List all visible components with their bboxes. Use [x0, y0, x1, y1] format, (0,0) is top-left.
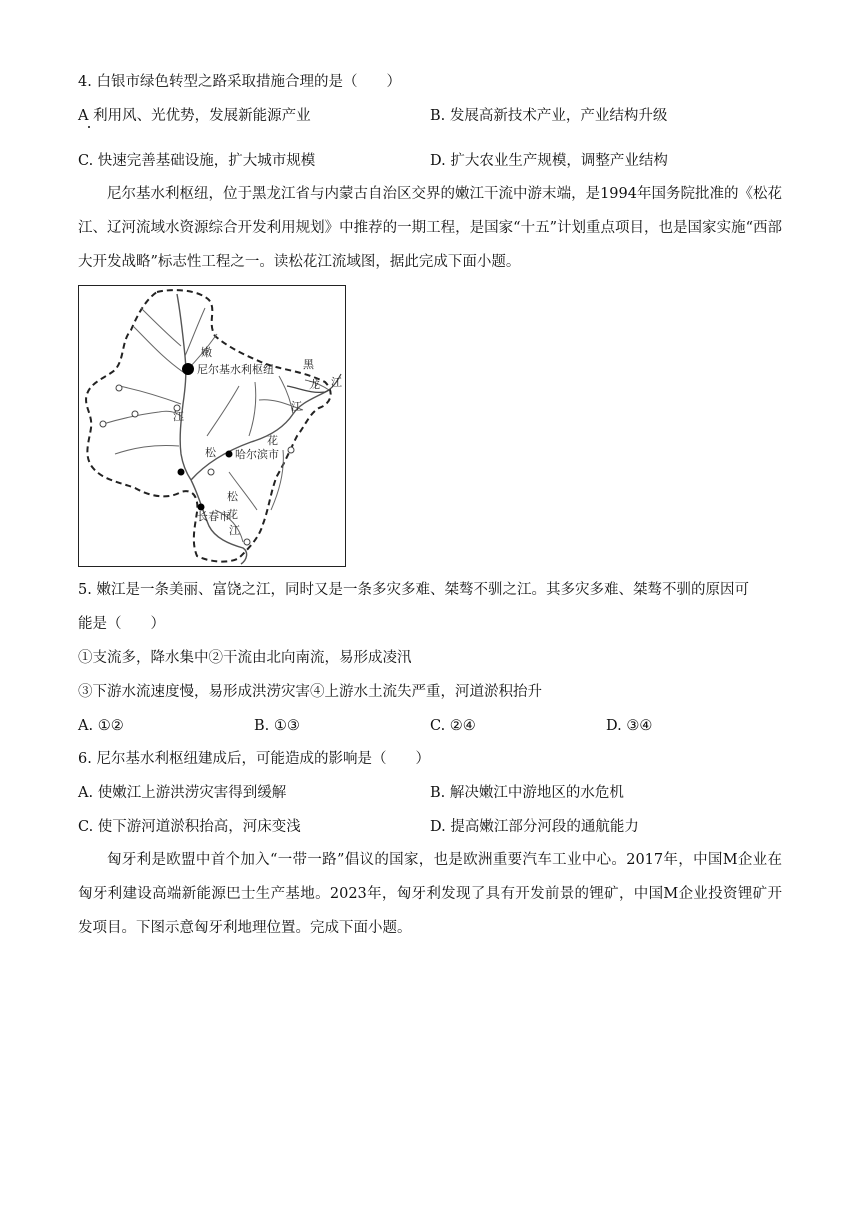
question-4-option-c: C. 快速完善基础设施，扩大城市规模 [78, 153, 316, 169]
label-jiang-heilong: 江 [331, 376, 342, 389]
question-5-option-a: A. ①② [78, 718, 124, 734]
passage-hungary: 匈牙利是欧盟中首个加入“一带一路”倡议的国家，也是欧洲重要汽车工业中心。2017年，中国M企业在匈牙利建设高端新能源巴士生产基地。2023年，匈牙利发现了具有开发前景的锂矿，中国M企业投资锂矿开发项目。下图示意匈牙利地理位置。完成下面小题。 [78, 852, 782, 936]
label-harbin: 哈尔滨市 [235, 448, 279, 461]
label-song-left: 松 [205, 446, 216, 459]
label-nierji: 尼尔基水利枢纽 [197, 363, 274, 376]
label-jiang-mid: 江 [291, 400, 302, 413]
songhua-river [191, 390, 329, 480]
label-jiang-lower: 江 [229, 524, 240, 537]
label-jiang-left: 江 [173, 410, 184, 423]
question-6-option-c: C. 使下游河道淤积抬高，河床变浅 [78, 819, 301, 835]
harbin-point [226, 451, 233, 458]
confluence-point [178, 469, 185, 476]
label-changchun: 长春市 [197, 510, 230, 523]
passage-nierji: 尼尔基水利枢纽，位于黑龙江省与内蒙古自治区交界的嫩江干流中游末端，是1994年国务院批准的《松花江、辽河流域水资源综合开发利用规划》中推荐的一期工程，是国家“十五”计划重点项目，也是国家实施“西部大开发战略”标志性工程之一。读松花江流域图，据此完成下面小题。 [78, 186, 782, 270]
label-song-lower: 松 [227, 490, 238, 503]
question-5-statement-2: ③下游水流速度慢，易形成洪涝灾害④上游水土流失严重，河道淤积抬升 [78, 684, 542, 700]
nierji-dam-point [182, 363, 194, 375]
bullet-dot [88, 126, 90, 128]
question-4-option-d: D. 扩大农业生产规模，调整产业结构 [430, 153, 668, 169]
map-drawing [79, 286, 345, 566]
question-5-option-c: C. ②④ [430, 718, 476, 734]
label-nen: 嫩 [201, 346, 212, 359]
label-hei: 黑 [303, 358, 314, 371]
question-6-option-d: D. 提高嫩江部分河段的通航能力 [430, 819, 639, 835]
songhua-river-basin-map [78, 285, 346, 567]
question-5-statement-1: ①支流多，降水集中②干流由北向南流，易形成凌汛 [78, 650, 412, 666]
question-5-option-d: D. ③④ [606, 718, 653, 734]
question-6-option-a: A. 使嫩江上游洪涝灾害得到缓解 [78, 785, 287, 801]
question-5-stem-line1: 5. 嫩江是一条美丽、富饶之江，同时又是一条多灾多难、桀骜不驯之江。其多灾多难、桀骜不驯的原因可 [78, 582, 749, 598]
question-4-stem: 4. 白银市绿色转型之路采取措施合理的是（ ） [78, 74, 401, 90]
label-long: 龙 [309, 378, 320, 391]
question-4-option-a: A 利用风、光优势，发展新能源产业 [78, 108, 311, 124]
question-5-stem-line2: 能是（ ） [78, 616, 165, 632]
label-hua-lower: 花 [227, 508, 238, 521]
nen-river [177, 294, 191, 480]
question-6-option-b: B. 解决嫩江中游地区的水危机 [430, 785, 624, 801]
question-5-option-b: B. ①③ [254, 718, 300, 734]
question-6-stem: 6. 尼尔基水利枢纽建成后，可能造成的影响是（ ） [78, 751, 430, 767]
label-hua-upper: 花 [267, 434, 278, 447]
question-4-option-b: B. 发展高新技术产业，产业结构升级 [430, 108, 668, 124]
